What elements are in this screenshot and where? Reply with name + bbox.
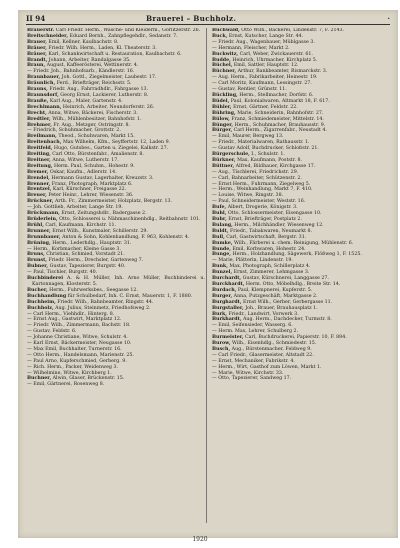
entry-text: Carl Friedr. Herm., Wäsche- und Kleiderm., Görlitzerstr. 26. — [55, 28, 201, 33]
entry-text: Paul, Klempnerei, Kupferstr. 5. — [237, 287, 313, 293]
entry-text: Hugo, Gutsbes., Garten u. Ziegelei, Kalkstr. 27. — [53, 146, 169, 152]
entry-text: Karl Aug., Maler, Gartenstr. 4. — [49, 98, 123, 104]
entry-text: Friedr. Aug., Fahrradhdlr., Fahrgasse 13. — [49, 87, 149, 93]
entry-name: Brandt, — [27, 57, 48, 63]
entry-text: Ernst Wilh., Gerber, Gerbergasse 11. — [243, 299, 333, 305]
entry-text: — Friedrich, Schuhmacher, Grottstr. 2. — [27, 128, 121, 134]
entry-name: Bühring, — [212, 110, 236, 116]
entry-text: Ferd., Briefträger, Reichsstr. 5. — [56, 81, 132, 87]
entry-text: Ernst, Zeitungshdlr., Badergasse 2. — [61, 211, 147, 217]
entry-name: Bürgerschule, — [212, 152, 250, 158]
entry-name: Budde, — [212, 57, 231, 63]
entry-text: — Herm. Max, Lehrer, Schulberg 2. — [212, 329, 299, 335]
entry-text: — Emil, Maurer, Bergweg 13. — [212, 134, 284, 140]
entry-text: Eduard Bernh., Zahnpflegehdlr., Sedanstr. 7. — [69, 33, 178, 39]
entry-text: — Carl Herm., Viehhdlr., Hinterg. 8. — [27, 311, 115, 317]
entry-name: Breiting, — [27, 152, 51, 158]
entry-text: Friedr. Herm., Drechsler, Gartenweg 7. — [48, 258, 144, 264]
entry-text: — Aug., Tischlerei, Friedrichstr. 29. — [212, 169, 299, 175]
entry-name: Bünger, — [212, 122, 234, 128]
entry-text: Emil, Sattler, Hauptstr. 12. — [233, 63, 299, 69]
entry-text: Karl, Schankwirtschaft u. Restauration, Kaulbachstr. 6. — [48, 51, 182, 57]
entry-text: Johann, Arbeiter, Randalgasse 35. — [48, 57, 131, 63]
entry-text: Fr. Aug., Metzger, Ostringstr. 8. — [53, 122, 130, 128]
entry-text: Emil, Kellner, Kaulbachstr. 8. — [48, 39, 119, 45]
entry-text: — Karl Ernst, Bäckermeister, Neugasse 10. — [27, 341, 132, 347]
entry-name: Brentzel, — [27, 187, 52, 193]
entry-name: Büttner, — [212, 163, 235, 169]
page-marker: II 94 — [26, 14, 46, 23]
column-divider — [206, 28, 207, 523]
entry-name: Bräuer, — [27, 51, 47, 57]
entry-text: Georg Ernst, Lackierer, Lutherstr. 8. — [60, 92, 149, 98]
entry-text: Christian, Schmied, Vorstadt 21. — [46, 252, 125, 258]
entry-name: Brühl, — [27, 222, 44, 228]
entry-name: Buhr, — [212, 217, 227, 222]
entry-text: — Wilhelmine, Witwe, Kirchberg 1. — [27, 370, 112, 376]
page-heading: Brauerei – Buchholz. — [146, 14, 237, 23]
entry-text: — Hermann, Fleischer, Markt 2. — [212, 45, 290, 51]
entry-name: Bredtler, — [27, 116, 51, 122]
entry-text: — Carl Moritz, Kaufmann, Lessingstr. 27. — [212, 81, 312, 87]
entry-text: — Otto, Tapezierer, Sandweg 17. — [212, 376, 292, 382]
entry-text: Anna, Putzgeschäft, Marktgasse 2. — [233, 293, 318, 299]
entry-text: Peter Heinr., Lehrer, Wiesenstr. 36. — [48, 193, 134, 199]
entry-text: Ernst, Kutscher, Lange Str. 44. — [228, 33, 304, 39]
entry-text: — Joh. Gottlieb, Arbeiter, Lange Str. 19. — [27, 205, 123, 211]
entry-name: Bülow, — [212, 116, 230, 122]
entry-text: Aug. Herm., Dachdecker, Turmstr. 8. — [242, 317, 332, 323]
entry-text: Paul, Kolonialwaren, Altmarkt 18, F. 617. — [230, 98, 330, 104]
entry-text: — Carl Friedr., Glasermeister, Altstadt 22. — [212, 352, 314, 358]
entry-text: Alfred, Bildhauer, Kirchgasse 17. — [235, 163, 316, 169]
entry-text: Hermann Gustav, Lagerhalter, Kreuzstr. 3. — [51, 175, 154, 181]
entry-text: — Friedr. Wilh., Zimmermann, Bachstr. 18. — [27, 323, 131, 329]
entry-name: Bufe, — [212, 205, 227, 211]
entry-name: Bräuer, — [27, 45, 47, 51]
entry-text: — Louise, Witwe, Ringstr. 38. — [212, 193, 284, 199]
entry-text: Carl Otto, Bürstenfabr., Amalienstr. 8. — [52, 152, 144, 158]
entry-text: Joh., Brauer, Brauhausplatz 1. — [245, 305, 318, 311]
entry-name: Bucher, — [27, 287, 48, 293]
entry-name: Buchbinderei — [27, 276, 64, 282]
entry-text: Anna, Witwe, Lutherstr. 17. — [52, 157, 119, 163]
entry-text: Herm., Stellmacher, Dorfstr. 6. — [239, 92, 314, 98]
entry-text: — Emil, Seifensieder, Wasserg. 6. — [212, 323, 293, 329]
entry-text: — Marie, Witwe, Kirchstr. 33. — [212, 370, 284, 376]
entry-name: Burckhardt, — [212, 281, 245, 287]
entry-text: Arth. Fr., Zimmermeister, Holzplatz, Bergstr. 13. — [54, 199, 173, 205]
entry-text: — Gustav Adolf, Buchdrucker, Schloßstr. 21. — [212, 146, 319, 152]
entry-name: Bunge, — [212, 252, 231, 258]
entry-text: — Herm., Wirt, Gasthof zum Löwen, Markt 1. — [212, 364, 322, 370]
entry-text: Ernst, Gärtner, Feldstr. 22. — [233, 104, 298, 110]
entry-text: Emil, Korbwaren, Hohestr. 24. — [232, 246, 306, 252]
entry-text: A. & H. Müller, Inh. Arno Müller, Buchbinderei u. Kartonnagen, Klosterstr. 5. — [32, 276, 205, 287]
entry-name: Bubner, — [27, 264, 49, 270]
entry-text: Max Wilhelm, Kfm., Seyffertstr. 12, Laden 9. — [62, 140, 171, 146]
entry-text: Herm., Schuhmacher, Brauhausstr. 9. — [234, 122, 326, 128]
left-column — [27, 28, 205, 524]
entry-text: — Otto Herm., Handelsmann, Marienstr. 25. — [27, 352, 134, 358]
entry-text: — Marie, Plätterin, Lindenstr. 19. — [212, 258, 293, 264]
entry-name: Burow, — [212, 341, 231, 347]
header-rule — [26, 24, 390, 25]
entry-text: — Gustav, Feldstr. 6. — [27, 329, 77, 335]
directory-entry — [212, 376, 390, 382]
entry-text: Arthur, Bankbeamter, Bismarckstr. 3. — [237, 69, 328, 75]
entry-name: Buchhandlung — [27, 293, 67, 299]
entry-name: Buckwitz, — [212, 51, 239, 57]
entry-name: Bull, — [212, 234, 225, 240]
entry-name: Buck, — [212, 33, 228, 39]
entry-text: — Ernst Aug., Gastwirt, Marktplatz 12. — [27, 317, 122, 323]
entry-text: — Friedr., Materialwaren, Rathausstr. 1. — [212, 140, 310, 146]
entry-name: Bunde, — [212, 246, 231, 252]
entry-name: Buchheim, — [27, 299, 56, 305]
entry-name: Bunk, — [212, 264, 228, 270]
entry-name: Braun, — [27, 63, 46, 69]
entry-text: Herm., Fuhrwerksbes., Seegasse 12. — [49, 287, 138, 293]
directory-entry — [27, 276, 205, 288]
entry-text: Carl, Gastwirtschaft, Bergstr. 31. — [226, 234, 307, 240]
entry-text: — Herm., Weinhandlung, Markt 7, F. 410. — [212, 187, 313, 193]
entry-text: — Friedr. Aug., Wagenbauer, Mühlgasse 3. — [212, 39, 315, 45]
entry-text: Heinrich, Arbeiter, Neundorferstr. 26. — [62, 104, 155, 110]
entry-text: Herm. Paul, Schuhm., Hohestr. 9. — [53, 163, 135, 169]
directory-entry — [27, 382, 205, 388]
entry-name: Büchel, — [212, 63, 233, 69]
entry-text: I., Schulstr. 1. — [251, 152, 285, 158]
entry-text: — Emil, Gärtnerei, Rosenweg 8. — [27, 382, 105, 388]
entry-text: Gustav, Tapezierer, Burgstr. 40. — [49, 264, 126, 270]
entry-name: Buldt, — [212, 228, 229, 234]
entry-name: Bremer, — [27, 169, 49, 175]
entry-name: Bräunlich, — [27, 81, 56, 87]
entry-name: Bühler, — [212, 104, 232, 110]
entry-name: Buchwald, — [212, 28, 240, 33]
entry-text: Anton & Sohn, Kohlenhandlung, F. 963, Kohlenstr. 4. — [62, 234, 190, 240]
entry-name: Breilmann, — [27, 134, 57, 140]
entry-text: Alwin, Glaser, Brückenstr. 15. — [52, 376, 125, 382]
entry-text: — Paul, Tischler, Burgstr. 40. — [27, 270, 98, 276]
entry-name: Brüning, — [27, 240, 51, 246]
entry-name: Braunsdorf, — [27, 92, 59, 98]
entry-text: — Paul Arno, Kupferschmied, Gerberg. 9. — [27, 358, 127, 364]
entry-name: Brauße, — [27, 98, 49, 104]
entry-name: Burk, — [212, 311, 227, 317]
entry-text: Carl Herm., Zigarrenfabr., Neustadt 4. — [233, 128, 327, 134]
entry-name: Brauerstr. — [27, 28, 55, 33]
entry-name: Brauns, — [27, 87, 48, 93]
entry-text: Friedr. Wilh., Bahnbeamter, Ringstr. 44. — [57, 299, 154, 305]
entry-text: Gustav, Kürschnerei, Langgasse 27. — [242, 276, 329, 282]
entry-name: Breuer, — [27, 193, 47, 199]
entry-name: Buhl, — [212, 211, 227, 217]
entry-text: Albert, Drogerie, Königstr. 3. — [227, 205, 298, 211]
entry-text: Franz, Photograph, Marktplatz 6. — [51, 181, 133, 187]
entry-text: Anna, Witwe, Bäckerei, Fischerstr. 3. — [48, 110, 138, 116]
entry-text: Otto, Schlosserei u. Nähmaschinenhdlg., Reitbahnstr. 101. — [59, 217, 201, 222]
entry-text: für Schulbedarf, Inh. C. Ernst, Mauerstr. 1, F. 1880. — [67, 293, 193, 299]
entry-name: Brunner, — [27, 228, 51, 234]
entry-name: Brunnbauer, — [27, 234, 61, 240]
entry-name: Brehmer, — [27, 122, 52, 128]
entry-text: Ernst Wilh., Kunstmaler, Schillerstr. 29. — [52, 228, 148, 234]
entry-text: Carl, Kaufmann, Kirchstr. 11. — [45, 222, 117, 228]
entry-name: Brunst, — [27, 258, 47, 264]
entry-text: Aug., Bürstenmacher, Feldweg 9. — [231, 346, 312, 352]
entry-name: Brechlmann, — [27, 104, 62, 110]
entry-name: Burger, — [212, 293, 233, 299]
entry-text: Wilh., Mühlenbesitzer, Bahnhofstr. 1. — [52, 116, 142, 122]
entry-name: Burmeister, — [212, 335, 244, 341]
entry-text: Joh. Gottl., Ziegelmeister, Laubestr. 17. — [61, 75, 157, 81]
entry-text: — Max Emil, Buchhalter, Turnerstr. 16. — [27, 346, 122, 352]
entry-text: Marie, Schneiderin, Bahnhofstr. 27. — [237, 110, 324, 116]
entry-text: August, Kaffeerösterei, Wettinerstr. 4. — [46, 63, 139, 69]
entry-name: Büdel, — [212, 98, 230, 104]
entry-text: Herm. Otto, Möbelhdlg., Breite Str. 14. — [245, 281, 341, 287]
entry-text: — Herm., Korbmacher, Kleine Gasse 3. — [27, 246, 121, 252]
entry-name: Brüderlein, — [27, 217, 58, 222]
entry-name: Burghardt, — [212, 299, 242, 305]
entry-text: — Paul, Schneidermeister, Weststr. 16. — [212, 199, 306, 205]
entry-text: Ernst, Briefträger, Postplatz 2. — [228, 217, 302, 222]
entry-text: Otto, Schlossermeister, Eisengasse 10. — [227, 211, 322, 217]
entry-name: Buchholz, — [27, 305, 54, 311]
entry-name: Bürger, — [212, 128, 233, 134]
entry-text: Herm., Holzhandlung, Sägewerk, Flößweg 1, F. 1525. — [232, 252, 362, 258]
entry-text: Herm., Lederhdlg., Hauptstr. 31. — [52, 240, 132, 246]
entry-text: Herm., Milchhändler, Wiesenweg 12. — [234, 222, 324, 228]
entry-text: Ernst, Zimmerer, Lehmgasse 3. — [233, 270, 310, 276]
right-column — [212, 28, 390, 524]
entry-text: Friedr., Landwirt, Vorwerk 3. — [228, 311, 299, 317]
page-footer: 1920 — [192, 536, 208, 543]
entry-name: Burchardt, — [212, 276, 242, 282]
entry-text: Max, Photograph, Schillerplatz 4. — [229, 264, 311, 270]
entry-text: Oskar, Kaufm., Adlerstr. 14. — [49, 169, 117, 175]
entry-name: Bunzel, — [212, 270, 233, 276]
entry-text: Max, Kaufmann, Poststr. 8. — [237, 157, 303, 163]
entry-name: Brendel, — [27, 175, 50, 181]
entry-name: Breitfeld, — [27, 146, 53, 152]
entry-name: Burkhardt, — [212, 317, 242, 323]
entry-name: Bumke, — [212, 240, 233, 246]
entry-name: Büchner, — [212, 69, 237, 75]
entry-text: — Ernst, Mechaniker, Fabrikstr. 4. — [212, 358, 295, 364]
entry-text: Wilh., Färberei u. chem. Reinigung, Mühlenstr. 6. — [233, 240, 354, 246]
entry-text: — Friedr. Joh., Bahnhofsarb., Kändlerstr. 16. — [27, 69, 135, 75]
entry-name: Burgstaller, — [212, 305, 244, 311]
entry-name: Bürkner, — [212, 157, 236, 163]
entry-name: Breitenbach, — [27, 140, 62, 146]
entry-name: Breitschneider, — [27, 33, 68, 39]
entry-text: — Ernst Herm., Fuhrmann, Ziegelweg 5. — [212, 181, 311, 187]
entry-text: — Carl, Bahnarbeiter, Schützenstr. 2. — [212, 175, 302, 181]
entry-text: — Johanne Christiane, Witwe, Schulstr. 4. — [27, 335, 128, 341]
entry-text: — Gustav, Rentier, Grünstr. 11. — [212, 87, 287, 93]
entry-text: Theod., Schuhwaren, Markt 15. — [58, 134, 135, 140]
entry-text: Carl, Buchdruckerei, Papierstr. 10, F. 884. — [245, 335, 347, 341]
entry-text: — Rich. Herm., Packer, Weidenweg 3. — [27, 364, 118, 370]
entry-name: Burdach, — [212, 287, 237, 293]
entry-text: Karl, Kürschner, Freigasse 22. — [52, 187, 127, 193]
entry-text: Heinrich, Uhrmacher, Kirchplatz 5. — [232, 57, 318, 63]
entry-name: Bruns, — [27, 252, 45, 258]
entry-name: Brauer, — [27, 39, 47, 45]
entry-name: Breitner, — [27, 157, 51, 163]
entry-name: Brenner, — [27, 181, 51, 187]
entry-name: Breitung, — [27, 163, 53, 169]
entry-text: Friedr., Tabakwaren, Neumarkt 8. — [229, 228, 313, 234]
entry-name: Bulang, — [212, 222, 233, 228]
entry-text: Friedr. Wilh. Herm., Laden, Kl. Theaterstr. 3. — [48, 45, 157, 51]
entry-name: Busch, — [212, 346, 231, 352]
entry-text: Aug. Julius, Steinmetz, Friedhofsweg 2. — [55, 305, 151, 311]
entry-name: Brückner, — [27, 199, 54, 205]
entry-text: Franz, Schmiedemeister, Mittelstr. 14. — [231, 116, 324, 122]
entry-text: Otto Wilh., Bäckerei, Lindenstr. 7, F. 2143. — [241, 28, 345, 33]
entry-name: Braunbauer, — [27, 75, 61, 81]
entry-name: Brückmann, — [27, 211, 60, 217]
entry-text: Carl, Weber, Zwickauerstr. 61. — [239, 51, 313, 57]
entry-name: Buchner, — [27, 376, 52, 382]
right-marker: · — [387, 14, 390, 23]
entry-text: — Aug. Herm., Fabrikarbeiter, Heinestr. 19. — [212, 75, 318, 81]
entry-name: Bückling, — [212, 92, 238, 98]
entry-name: Brecht, — [27, 110, 47, 116]
entry-text: Wilh., Eisenhdlg., Schmiedestr. 15. — [232, 341, 317, 347]
